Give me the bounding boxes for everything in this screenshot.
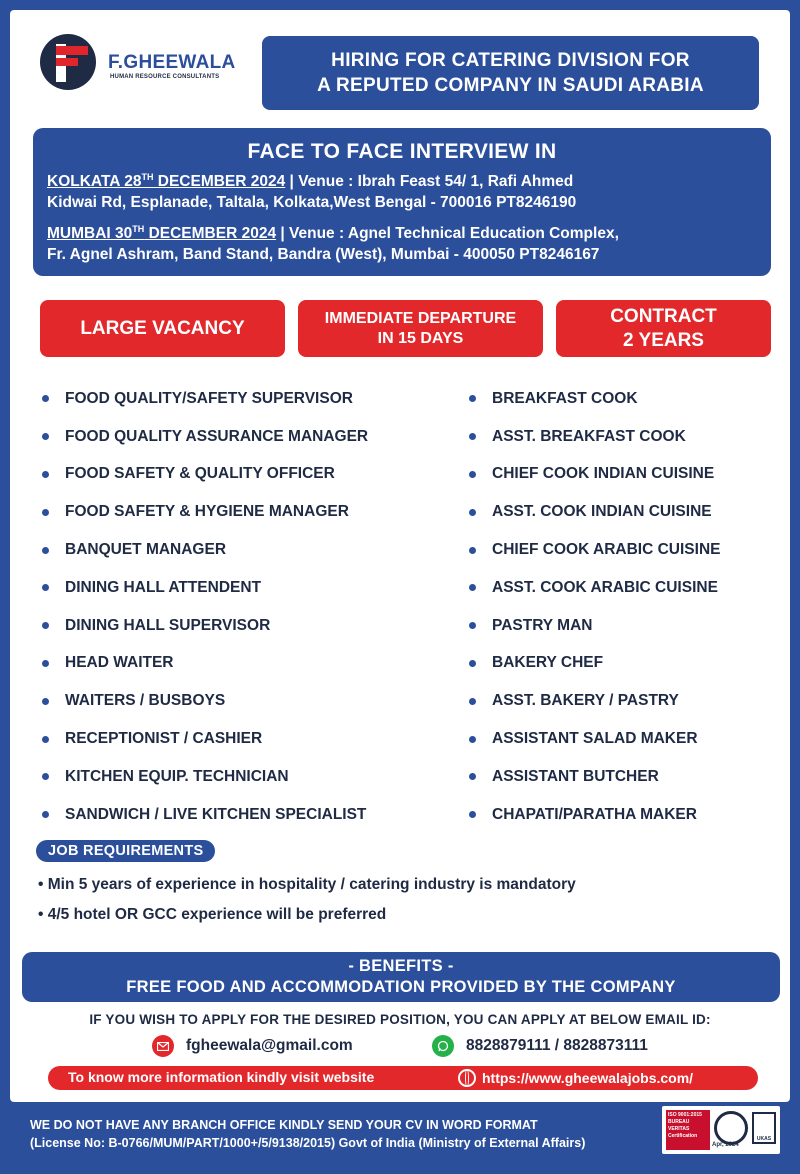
position-title: FOOD QUALITY ASSURANCE MANAGER	[65, 427, 369, 445]
bullet-icon	[42, 622, 49, 629]
positions-left-list	[42, 380, 368, 834]
kolkata-line-2: Kidwai Rd, Esplanade, Taltala, Kolkata,West Bengal - 700016 PT8246190	[47, 194, 577, 211]
bullet-icon	[42, 395, 49, 402]
bullet-icon	[42, 660, 49, 667]
footer-notice: WE DO NOT HAVE ANY BRANCH OFFICE KINDLY SEND YOUR CV IN WORD FORMAT	[30, 1118, 538, 1132]
brand-name: F.GHEEWALA	[108, 52, 236, 73]
position-item	[469, 493, 721, 531]
bullet-icon	[469, 773, 476, 780]
position-title: WAITERS / BUSBOYS	[65, 692, 226, 710]
bullet-icon	[42, 698, 49, 705]
bullet-icon	[42, 547, 49, 554]
logo-accent	[56, 58, 78, 66]
contract-text-1: CONTRACT	[610, 305, 717, 327]
job-requirements-title: JOB REQUIREMENTS	[36, 840, 215, 862]
ukas-logo: UKAS	[752, 1112, 776, 1144]
position-title: ASST. BREAKFAST COOK	[492, 427, 686, 445]
mumbai-venue: | Venue : Agnel Technical Education Complex,	[276, 225, 619, 243]
position-title: SANDWICH / LIVE KITCHEN SPECIALIST	[65, 805, 367, 823]
bureau-veritas-seal-icon	[714, 1111, 748, 1145]
phone-numbers[interactable]: 8828879111 / 8828873111	[466, 1037, 648, 1054]
position-item	[42, 720, 368, 758]
position-title: CHIEF COOK ARABIC CUISINE	[492, 541, 721, 559]
requirement-item: • 4/5 hotel OR GCC experience will be preferred	[38, 906, 387, 923]
position-item	[42, 456, 368, 494]
website-prompt: To know more information kindly visit website	[68, 1069, 375, 1085]
position-title: DINING HALL ATTENDENT	[65, 578, 262, 596]
bullet-icon	[469, 811, 476, 818]
bullet-icon	[42, 471, 49, 478]
kolkata-month: DECEMBER 2024	[153, 173, 286, 191]
website-bar	[48, 1066, 758, 1090]
website-link-group[interactable]	[458, 1069, 693, 1087]
position-item	[42, 569, 368, 607]
mumbai-line-2: Fr. Agnel Ashram, Band Stand, Bandra (West), Mumbai - 400050 PT8246167	[47, 246, 600, 263]
bullet-icon	[42, 736, 49, 743]
phone-contact[interactable]	[432, 1035, 648, 1057]
certification-date: Apr, 2024	[712, 1142, 739, 1148]
position-item	[42, 758, 368, 796]
position-item	[469, 758, 721, 796]
position-item	[469, 456, 721, 494]
bullet-icon	[469, 471, 476, 478]
position-title: FOOD QUALITY/SAFETY SUPERVISOR	[65, 389, 353, 407]
position-title: PASTRY MAN	[492, 616, 593, 634]
mumbai-line-1	[47, 224, 619, 243]
position-title: BANQUET MANAGER	[65, 541, 227, 559]
departure-text-2: IN 15 DAYS	[377, 329, 464, 347]
position-item	[42, 380, 368, 418]
bullet-icon	[469, 509, 476, 516]
kolkata-date	[47, 173, 285, 190]
position-title: ASSISTANT SALAD MAKER	[492, 730, 698, 748]
contract-badge	[556, 300, 771, 357]
footer-license: (License No: B-0766/MUM/PART/1000+/5/9138/2015) Govt of India (Ministry of External Affairs)	[30, 1136, 586, 1150]
position-item	[469, 720, 721, 758]
bullet-icon	[469, 547, 476, 554]
position-title: ASST. COOK ARABIC CUISINE	[492, 578, 718, 596]
position-title: CHIEF COOK INDIAN CUISINE	[492, 465, 715, 483]
position-title: DINING HALL SUPERVISOR	[65, 616, 271, 634]
position-item	[469, 531, 721, 569]
brand-subtitle: HUMAN RESOURCE CONSULTANTS	[110, 74, 220, 80]
kolkata-sup: TH	[141, 172, 154, 182]
vacancy-text: LARGE VACANCY	[80, 317, 245, 339]
departure-text-1: IMMEDIATE DEPARTURE	[324, 309, 517, 327]
hiring-line-1: HIRING FOR CATERING DIVISION FOR	[331, 50, 690, 71]
departure-badge	[298, 300, 543, 357]
interview-section	[33, 128, 771, 276]
certification-badges	[662, 1106, 780, 1154]
benefits-text: FREE FOOD AND ACCOMMODATION PROVIDED BY THE COMPANY	[126, 978, 676, 996]
benefits-section	[22, 952, 780, 1002]
hiring-header	[262, 36, 759, 110]
position-title: BREAKFAST COOK	[492, 389, 638, 407]
bullet-icon	[469, 395, 476, 402]
kolkata-venue: | Venue : Ibrah Feast 54/ 1, Rafi Ahmed	[285, 173, 574, 191]
bullet-icon	[469, 698, 476, 705]
position-item	[42, 796, 368, 834]
bullet-icon	[469, 736, 476, 743]
email-address[interactable]: fgheewala@gmail.com	[186, 1037, 353, 1054]
requirement-item: • Min 5 years of experience in hospitality / catering industry is mandatory	[38, 876, 576, 893]
position-title: RECEPTIONIST / CASHIER	[65, 730, 263, 748]
bullet-icon	[42, 584, 49, 591]
bullet-icon	[469, 622, 476, 629]
position-title: ASSISTANT BUTCHER	[492, 767, 659, 785]
bullet-icon	[469, 660, 476, 667]
position-item	[42, 645, 368, 683]
mumbai-month: DECEMBER 2024	[144, 225, 277, 243]
benefits-title: - BENEFITS -	[348, 957, 454, 975]
bullet-icon	[42, 433, 49, 440]
position-title: ASST. BAKERY / PASTRY	[492, 692, 679, 710]
bullet-icon	[42, 509, 49, 516]
position-item	[42, 418, 368, 456]
position-item	[42, 682, 368, 720]
large-vacancy-badge	[40, 300, 285, 357]
position-item	[469, 796, 721, 834]
kolkata-line-1	[47, 172, 573, 191]
iso-certification-logo: ISO 9001:2015 BUREAU VERITAS Certification	[666, 1110, 710, 1150]
position-item	[469, 380, 721, 418]
position-title: ASST. COOK INDIAN CUISINE	[492, 503, 712, 521]
position-item	[42, 493, 368, 531]
position-item	[469, 607, 721, 645]
bullet-icon	[469, 584, 476, 591]
position-title: CHAPATI/PARATHA MAKER	[492, 805, 697, 823]
whatsapp-icon	[432, 1035, 454, 1057]
position-item	[469, 645, 721, 683]
positions-right-list	[469, 380, 721, 834]
mumbai-city: MUMBAI 30	[47, 225, 133, 243]
position-title: FOOD SAFETY & HYGIENE MANAGER	[65, 503, 349, 521]
mumbai-date	[47, 225, 276, 242]
position-item	[42, 531, 368, 569]
mumbai-sup: TH	[132, 224, 145, 234]
position-title: FOOD SAFETY & QUALITY OFFICER	[65, 465, 335, 483]
position-item	[469, 418, 721, 456]
globe-icon	[458, 1069, 476, 1087]
website-link[interactable]: https://www.gheewalajobs.com/	[482, 1070, 694, 1086]
kolkata-city: KOLKATA 28	[47, 173, 142, 191]
position-title: BAKERY CHEF	[492, 654, 604, 672]
interview-title: FACE TO FACE INTERVIEW IN	[247, 140, 557, 163]
email-contact[interactable]	[152, 1035, 353, 1057]
position-item	[469, 682, 721, 720]
contract-text-2: 2 YEARS	[623, 329, 704, 351]
email-icon	[152, 1035, 174, 1057]
position-title: KITCHEN EQUIP. TECHNICIAN	[65, 767, 289, 785]
position-title: HEAD WAITER	[65, 654, 174, 672]
position-item	[469, 569, 721, 607]
position-item	[42, 607, 368, 645]
hiring-line-2: A REPUTED COMPANY IN SAUDI ARABIA	[317, 75, 704, 96]
apply-instructions: IF YOU WISH TO APPLY FOR THE DESIRED POSITION, YOU CAN APPLY AT BELOW EMAIL ID:	[89, 1012, 711, 1027]
bullet-icon	[42, 811, 49, 818]
bullet-icon	[469, 433, 476, 440]
bullet-icon	[42, 773, 49, 780]
